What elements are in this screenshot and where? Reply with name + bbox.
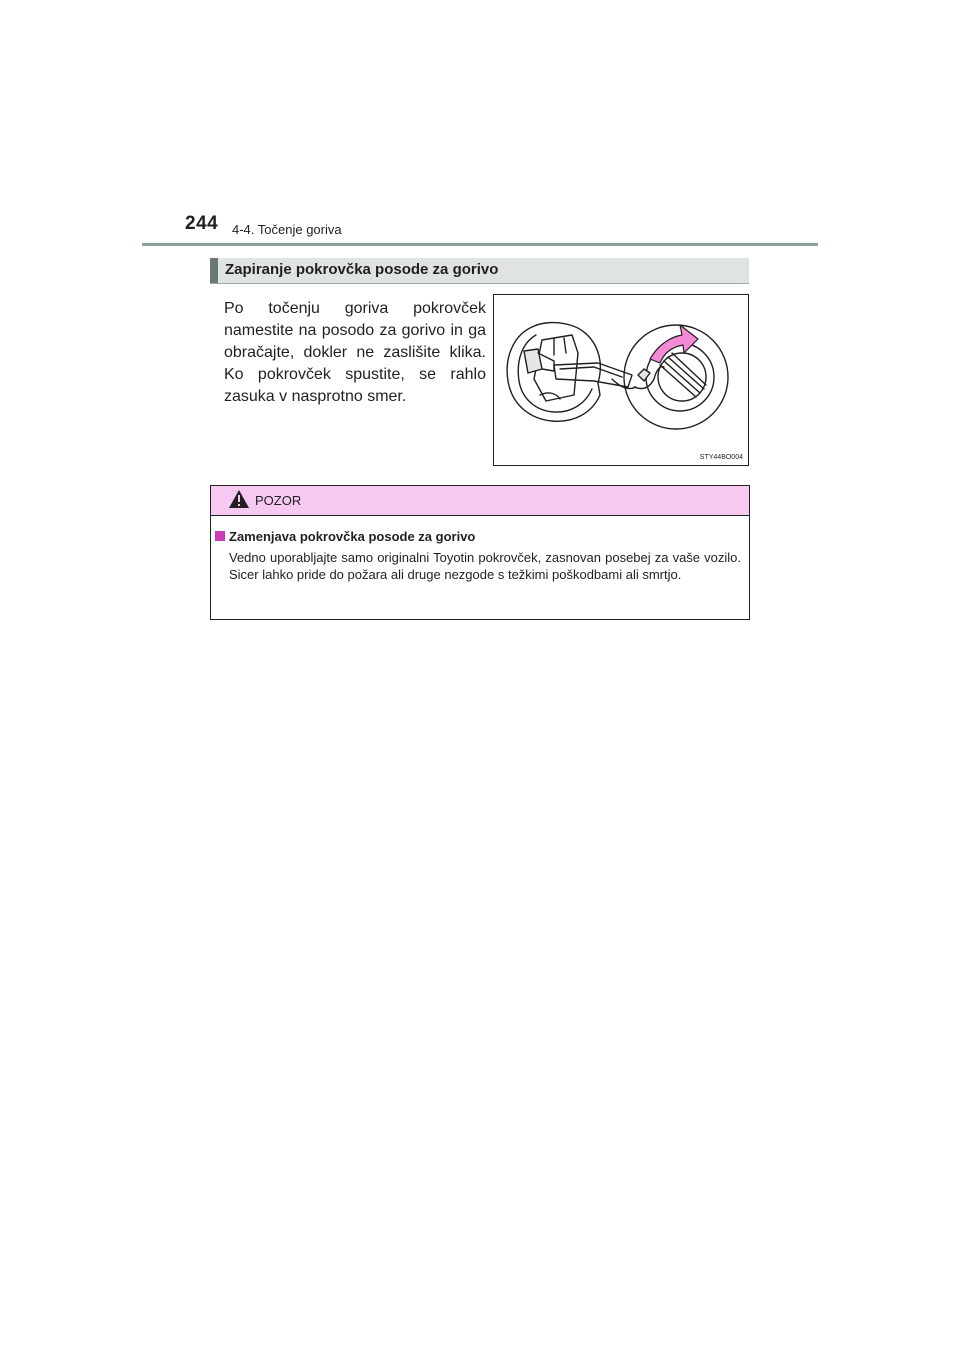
- warning-text: Vedno uporabljajte samo originalni Toyotin pokrovček, zasnovan posebej za vaše vozilo. Sicer lahko pride do požara ali druge nezgode s težkimi poškodbami ali smrtjo.: [229, 550, 741, 582]
- fuel-cap-illustration: [493, 294, 749, 466]
- rotation-arrow-icon: [650, 325, 698, 363]
- fuel-cap-drawing: [494, 295, 748, 465]
- warning-subheading: Zamenjava pokrovčka posode za gorivo: [229, 529, 476, 544]
- instruction-text: Po točenju goriva pokrovček namestite na posodo za gorivo in ga obračajte, dokler ne zaslišite klika. Ko pokrovček spustite, se rahlo zasuka v nasprotno smer.: [224, 300, 486, 405]
- warning-label: POZOR: [255, 493, 302, 508]
- section-title: Zapiranje pokrovčka posode za gorivo: [225, 261, 499, 278]
- header-divider: [142, 243, 818, 246]
- section-header-marker: [210, 258, 218, 283]
- bullet-square-icon: [215, 531, 225, 541]
- figure-code: STY44BO004: [699, 454, 743, 461]
- warning-box: [210, 485, 750, 620]
- section-header: [210, 258, 749, 284]
- page-number: 244: [185, 213, 219, 234]
- warning-header: [211, 486, 749, 516]
- chapter-title: 4-4. Točenje goriva: [232, 222, 342, 237]
- warning-triangle-icon: [228, 489, 250, 509]
